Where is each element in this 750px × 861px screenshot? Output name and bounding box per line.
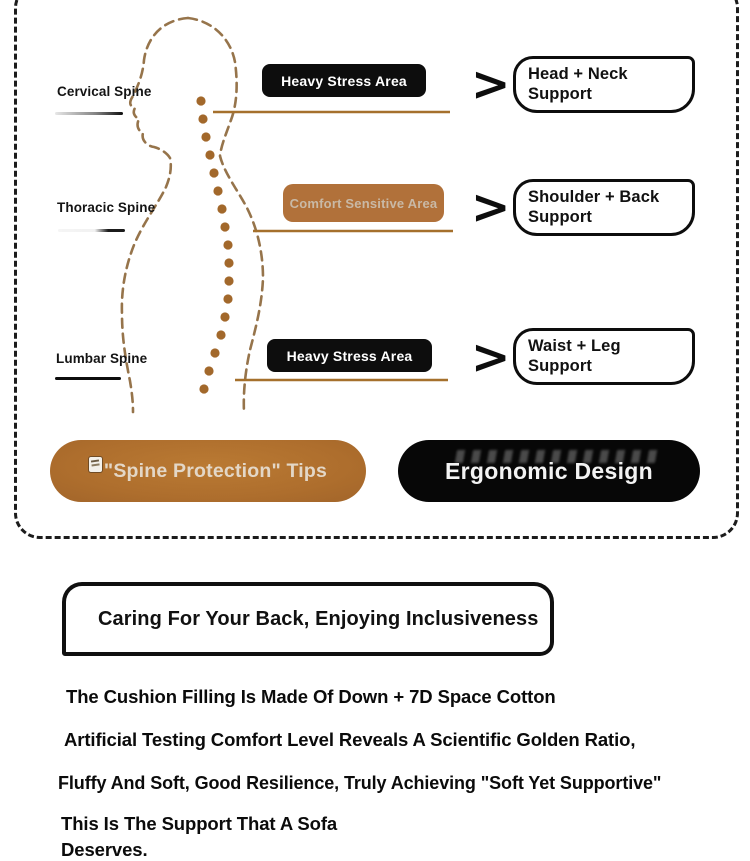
design-button-label: Ergonomic Design	[445, 457, 653, 484]
thoracic-underline	[58, 229, 125, 232]
chevron-right-icon: >	[471, 57, 511, 112]
heavy-stress-badge-top: Heavy Stress Area	[262, 64, 426, 97]
shoulder-back-support-box	[513, 179, 695, 236]
section-heading-box	[62, 582, 554, 656]
body-text-testing-ratio: Artificial Testing Comfort Level Reveals A Scientific Golden Ratio,	[64, 729, 636, 750]
support-box-line: Support	[528, 84, 592, 103]
ergonomic-design-button[interactable]	[398, 440, 700, 502]
chevron-right-icon: >	[471, 330, 511, 385]
cervical-spine-label: Cervical Spine	[57, 84, 152, 99]
body-text-line: This Is The Support That A Sofa	[61, 813, 338, 834]
support-box-line: Shoulder + Back	[528, 188, 660, 207]
tips-button-label: "Spine Protection" Tips	[103, 459, 328, 482]
memo-icon	[89, 457, 102, 472]
heavy-stress-badge-bottom: Heavy Stress Area	[267, 339, 432, 372]
body-text-fluffy-soft: Fluffy And Soft, Good Resilience, Truly Achieving "Soft Yet Supportive"	[58, 773, 662, 793]
thoracic-spine-label: Thoracic Spine	[57, 200, 156, 215]
chevron-right-icon: >	[471, 180, 511, 235]
support-box-line: Head + Neck	[528, 65, 628, 84]
spine-protection-tips-button[interactable]	[50, 440, 366, 502]
section-heading: Caring For Your Back, Enjoying Inclusiveness	[98, 607, 539, 630]
comfort-sensitive-badge: Comfort Sensitive Area	[283, 184, 444, 222]
body-outline-back-path	[188, 18, 263, 412]
body-text-sofa-deserves	[61, 811, 337, 861]
spine-dots	[196, 96, 233, 393]
support-box-line: Support	[528, 207, 592, 226]
body-text-cushion-filling: The Cushion Filling Is Made Of Down + 7D Space Cotton	[66, 686, 556, 707]
cervical-underline	[55, 112, 123, 115]
body-text-line: Deserves.	[61, 839, 148, 861]
lumbar-underline	[55, 377, 121, 380]
support-box-line: Support	[528, 356, 592, 375]
head-neck-support-box	[513, 56, 695, 113]
waist-leg-support-box	[513, 328, 695, 385]
support-box-line: Waist + Leg	[528, 337, 621, 356]
lumbar-spine-label: Lumbar Spine	[56, 351, 148, 366]
